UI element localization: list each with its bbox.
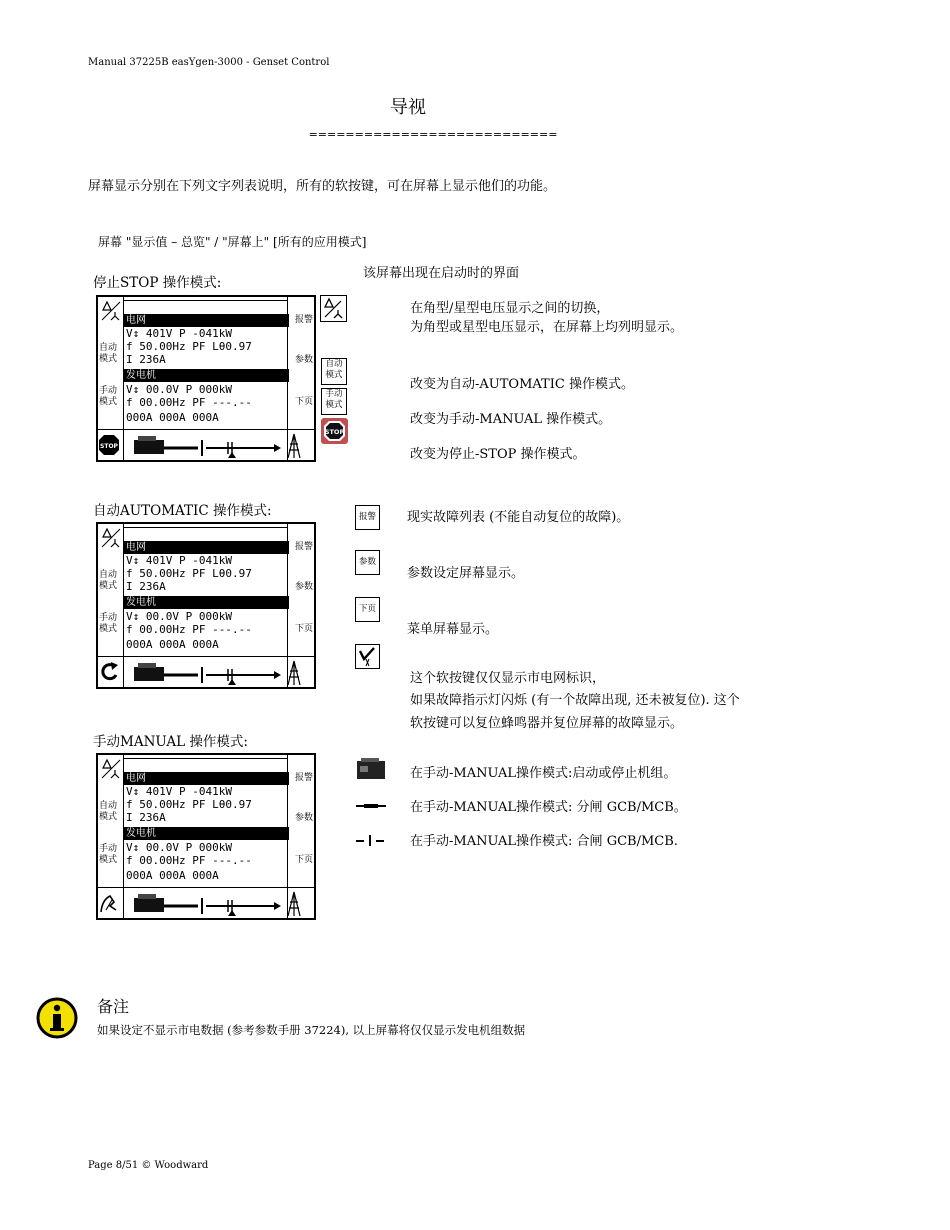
page-title: 导视 — [390, 97, 426, 118]
lcd-gen-bar: 发电机 — [124, 369, 289, 382]
acknowledge-check-icon — [356, 645, 379, 668]
lcd-manual-label: 手动 模式 — [99, 844, 118, 865]
lcd-mains-frequency: f 50.00Hz PF Lθ0.97 — [126, 567, 252, 580]
lcd-top-line — [124, 758, 287, 759]
lcd-single-line-diagram — [98, 657, 312, 687]
lcd-mains-current: I 236A — [126, 811, 166, 824]
delta-star-toggle-key[interactable] — [320, 295, 347, 322]
mains-pylon-icon — [288, 661, 300, 685]
lcd-gen-frequency: f 00.00Hz PF ---.-- — [126, 854, 252, 867]
lcd-mains-current: I 236A — [126, 353, 166, 366]
desc-next: 菜单屏幕显示。 — [407, 622, 499, 637]
desc-ack-1: 这个软按键仅仅显示市电网标识， — [410, 671, 606, 686]
lcd-mains-voltage: V↕ 401V P -041kW — [126, 327, 232, 340]
lcd-alarm-label: 报警 — [294, 542, 313, 552]
busbar — [164, 667, 281, 685]
lcd-alarm-label: 报警 — [294, 773, 313, 783]
desc-ack-3: 软按键可以复位蜂鸣器并复位屏幕的故障显示。 — [410, 716, 684, 731]
lcd-top-line — [124, 300, 287, 301]
desc-open: 在手动-MANUAL操作模式: 分闸 GCB/MCB。 — [410, 800, 687, 815]
lcd-gen-frequency: f 00.00Hz PF ---.-- — [126, 623, 252, 636]
desc-auto: 改变为自动-AUTOMATIC 操作模式。 — [410, 377, 634, 392]
lcd-param-label: 参数 — [294, 355, 313, 365]
lcd-mains-bar: 电网 — [124, 541, 289, 554]
lcd-gen-currents: 000A 000A 000A — [126, 638, 219, 651]
mains-pylon-icon — [288, 434, 300, 458]
breaker-open-icon — [356, 799, 386, 813]
lcd-auto-label: 自动 模式 — [99, 570, 118, 591]
lcd-mains-bar: 电网 — [124, 314, 289, 327]
lcd-gen-currents: 000A 000A 000A — [126, 411, 219, 424]
manual-mode-label: 手动MANUAL 操作模式: — [93, 734, 248, 750]
delta-star-icon — [100, 758, 122, 780]
alarm-key[interactable]: 报警 — [355, 505, 380, 530]
engine-start-stop-key[interactable] — [356, 757, 386, 785]
lcd-next-label: 下页 — [294, 855, 313, 865]
auto-key-label-2: 模式 — [325, 370, 343, 380]
lcd-gen-frequency: f 00.00Hz PF ---.-- — [126, 396, 252, 409]
desc-delta-star-2: 为角型或星型电压显示，在屏幕上均列明显示。 — [410, 320, 684, 335]
genset-icon — [134, 663, 164, 681]
busbar — [164, 898, 281, 916]
info-icon — [36, 997, 78, 1043]
manual-mode-key[interactable] — [321, 388, 347, 415]
genset-icon — [134, 436, 164, 454]
lcd-top-line — [124, 527, 287, 528]
breaker-close-key[interactable] — [356, 832, 386, 852]
stop-sign-icon — [321, 418, 348, 444]
lcd-alarm-label: 报警 — [294, 315, 313, 325]
auto-mode-key[interactable] — [321, 358, 347, 385]
mains-pylon-icon — [288, 892, 300, 916]
desc-delta-star-1: 在角型/星型电压显示之间的切换， — [410, 301, 610, 316]
lcd-mains-frequency: f 50.00Hz PF Lθ0.97 — [126, 340, 252, 353]
desc-manual: 改变为手动-MANUAL 操作模式。 — [410, 412, 612, 427]
genset-icon — [134, 894, 164, 912]
manual-key-label-1: 手动 — [325, 389, 343, 399]
startup-note: 该屏幕出现在启动时的界面 — [363, 266, 520, 281]
engine-icon — [356, 757, 386, 781]
desc-stop: 改变为停止-STOP 操作模式。 — [410, 447, 586, 462]
desc-alarm: 现实故障列表 (不能自动复位的故障)。 — [407, 510, 630, 525]
lcd-screen-manual — [96, 753, 316, 920]
note-title: 备注 — [97, 997, 130, 1016]
lcd-gen-voltage: V↕ 00.0V P 000kW — [126, 841, 232, 854]
delta-star-icon — [321, 296, 346, 321]
stop-mode-key[interactable] — [321, 418, 348, 444]
busbar — [164, 440, 281, 458]
manual-key-label-2: 模式 — [325, 400, 343, 410]
lcd-next-label: 下页 — [294, 397, 313, 407]
desc-engine: 在手动-MANUAL操作模式:启动或停止机组。 — [410, 766, 677, 781]
lcd-next-label: 下页 — [294, 624, 313, 634]
lcd-manual-label: 手动 模式 — [99, 613, 118, 634]
desc-ack-2: 如果故障指示灯闪烁 (有一个故障出现, 还未被复位). 这个 — [410, 693, 740, 708]
lcd-mains-frequency: f 50.00Hz PF Lθ0.97 — [126, 798, 252, 811]
lcd-mains-current: I 236A — [126, 580, 166, 593]
lcd-mains-voltage: V↕ 401V P -041kW — [126, 554, 232, 567]
auto-mode-label: 自动AUTOMATIC 操作模式: — [93, 503, 272, 519]
lcd-gen-bar: 发电机 — [124, 827, 289, 840]
page-footer: Page 8/51 © Woodward — [88, 1160, 209, 1171]
lcd-gen-currents: 000A 000A 000A — [126, 869, 219, 882]
svg-text:STOP: STOP — [100, 443, 118, 450]
desc-close: 在手动-MANUAL操作模式: 合闸 GCB/MCB. — [410, 834, 678, 849]
acknowledge-key[interactable] — [355, 644, 380, 669]
intro-paragraph: 屏幕显示分别在下列文字列表说明，所有的软按键，可在屏幕上显示他们的功能。 — [88, 179, 557, 194]
lcd-param-label: 参数 — [294, 582, 313, 592]
lcd-param-label: 参数 — [294, 813, 313, 823]
lcd-mains-voltage: V↕ 401V P -041kW — [126, 785, 232, 798]
delta-star-icon — [100, 527, 122, 549]
lcd-gen-voltage: V↕ 00.0V P 000kW — [126, 610, 232, 623]
lcd-screen-auto — [96, 522, 316, 689]
breaker-open-key[interactable] — [356, 798, 386, 817]
lcd-gen-voltage: V↕ 00.0V P 000kW — [126, 383, 232, 396]
lcd-single-line-diagram — [98, 888, 312, 918]
lcd-single-line-diagram — [98, 430, 312, 460]
stop-sign-icon — [99, 435, 119, 455]
stop-mode-label: 停止STOP 操作模式: — [93, 275, 222, 291]
lcd-screen-stop — [96, 295, 316, 462]
note-text: 如果设定不显示市电数据 (参考参数手册 37224), 以上屏幕将仅仅显示发电机组数据 — [97, 1023, 526, 1037]
next-page-key[interactable]: 下页 — [355, 597, 380, 622]
lcd-mains-bar: 电网 — [124, 772, 289, 785]
lcd-manual-label: 手动 模式 — [99, 386, 118, 407]
lcd-auto-label: 自动 模式 — [99, 801, 118, 822]
delta-star-icon — [100, 300, 122, 322]
page-header: Manual 37225B easYgen-3000 - Genset Control — [88, 57, 330, 68]
auto-cycle-icon — [103, 662, 118, 679]
auto-key-label-1: 自动 — [325, 359, 343, 369]
title-underline: =========================== — [308, 128, 558, 141]
parameter-key[interactable]: 参数 — [355, 550, 380, 575]
desc-param: 参数设定屏幕显示。 — [407, 566, 525, 581]
hand-icon — [101, 896, 116, 912]
lcd-auto-label: 自动 模式 — [99, 343, 118, 364]
svg-text:STOP: STOP — [324, 428, 345, 436]
screen-caption: 屏幕 "显示值 – 总览" / "屏幕上" [所有的应用模式] — [98, 235, 367, 249]
lcd-gen-bar: 发电机 — [124, 596, 289, 609]
breaker-close-icon — [356, 832, 386, 848]
